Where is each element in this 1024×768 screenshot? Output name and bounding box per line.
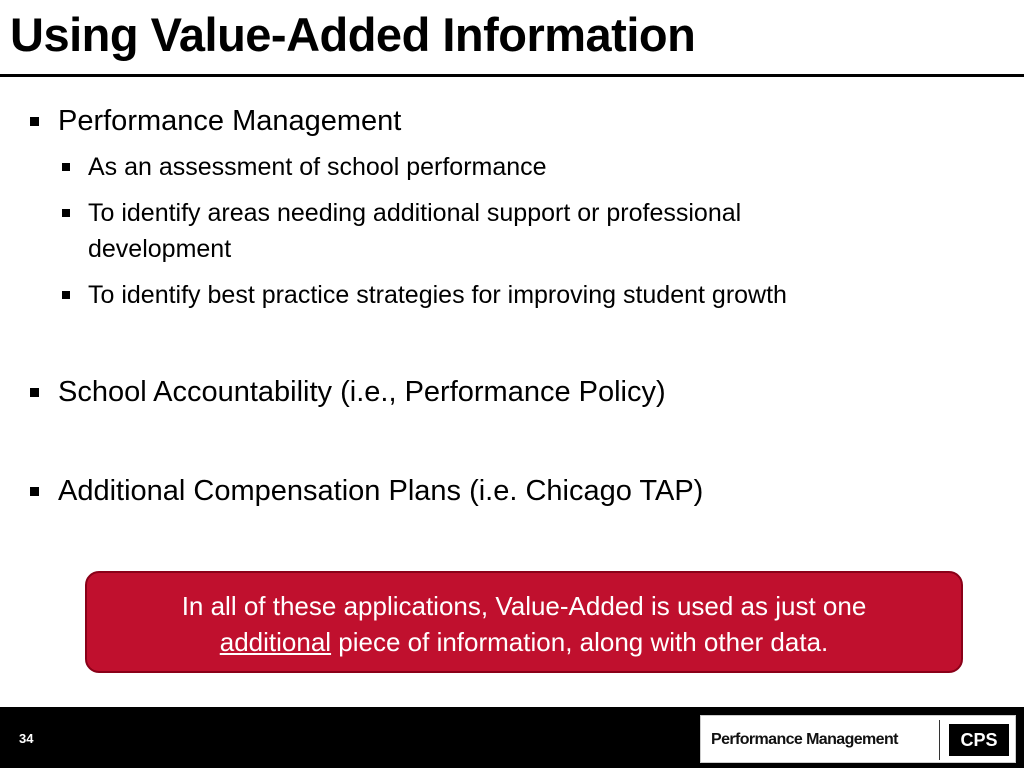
title-divider bbox=[0, 74, 1024, 77]
brand-text: Performance Management bbox=[711, 731, 898, 748]
sub-bullet-text: To identify best practice strategies for improving student growth bbox=[88, 281, 787, 309]
sub-bullet-text: To identify areas needing additional support or professional bbox=[88, 199, 742, 227]
footer-bar bbox=[0, 707, 1024, 768]
bullet-text: Performance Management bbox=[58, 105, 402, 137]
sub-bullet-text: As an assessment of school performance bbox=[88, 153, 547, 181]
square-bullet-icon bbox=[30, 388, 39, 397]
logo-divider bbox=[939, 720, 940, 760]
square-bullet-icon bbox=[30, 487, 39, 496]
square-bullet-icon bbox=[30, 117, 39, 126]
square-bullet-icon bbox=[62, 163, 70, 171]
square-bullet-icon bbox=[62, 209, 70, 217]
callout-line-1: In all of these applications, Value-Added is used as just one bbox=[181, 591, 867, 621]
callout-underlined-word: additional bbox=[219, 627, 332, 657]
bullet-text: Additional Compensation Plans (i.e. Chicago TAP) bbox=[58, 475, 704, 507]
callout-line-2 bbox=[87, 624, 961, 660]
page-number: 34 bbox=[19, 731, 34, 746]
sub-bullet-text: development bbox=[88, 235, 232, 263]
callout-line-2-text: piece of information, along with other data. bbox=[331, 627, 829, 657]
callout-box bbox=[85, 571, 963, 673]
slide-title: Using Value-Added Information bbox=[10, 8, 696, 61]
bullet-text: School Accountability (i.e., Performance Policy) bbox=[58, 376, 666, 408]
brand-logo bbox=[700, 715, 1016, 763]
square-bullet-icon bbox=[62, 291, 70, 299]
cps-badge: CPS bbox=[949, 724, 1009, 756]
